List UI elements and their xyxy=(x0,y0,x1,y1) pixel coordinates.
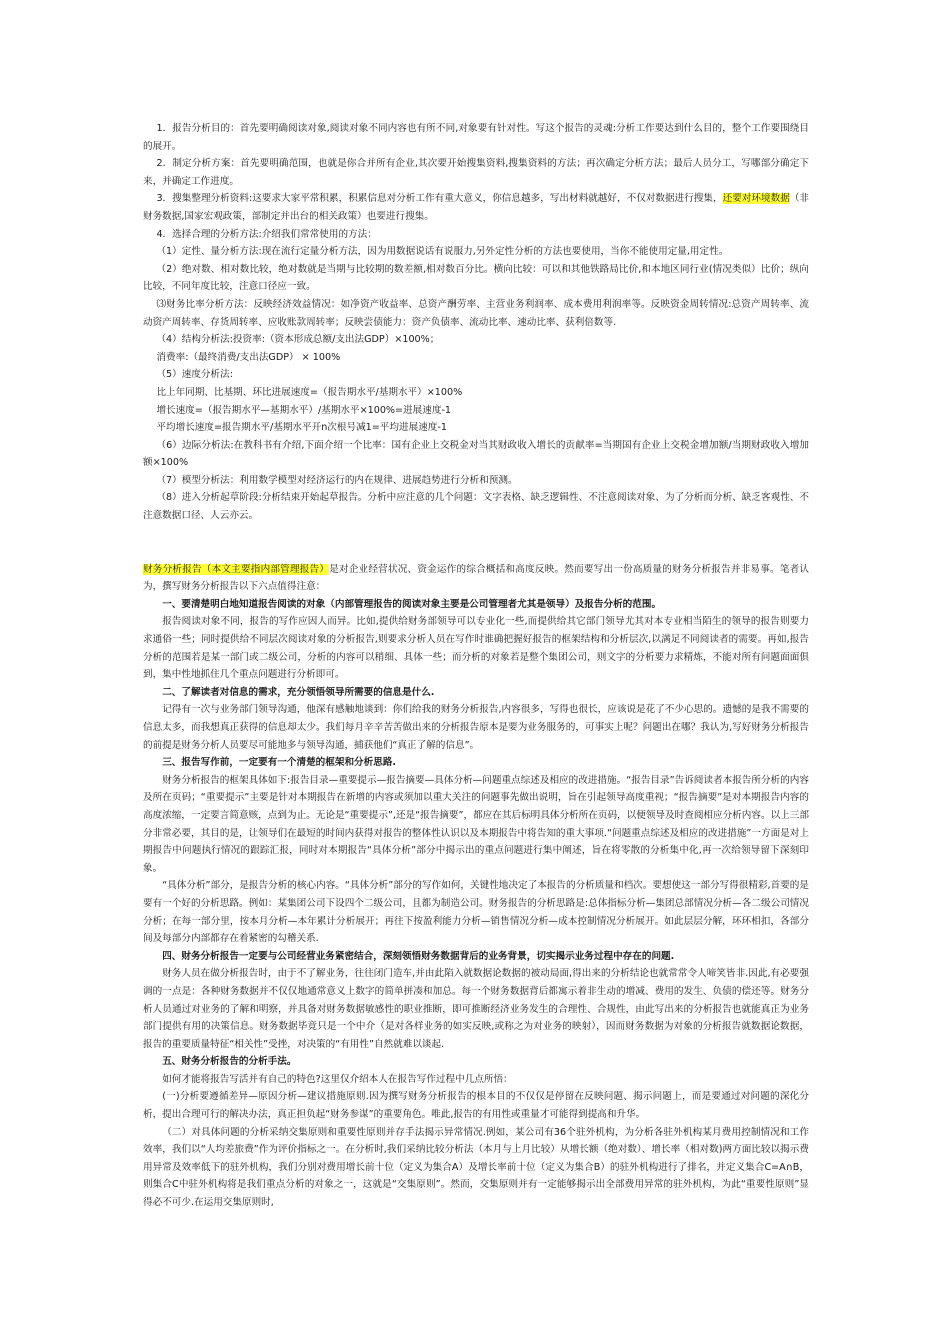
method-7: （7）模型分析法：利用数学模型对经济运行的内在规律、进展趋势进行分析和预测。 xyxy=(156,474,518,486)
section-5-point-1: (一)分析要遵循差异—原因分析—建议措施原则.因为撰写财务分析报告的根本目的不仅仅是停留在反映问题、揭示问题上，而是要通过对问题的深化分析，提出合理可行的解决办法，真正担负起“财务参谋”的重要角色。唯此,报告的有用性或重量才可能得到提高和升华。 xyxy=(143,1091,809,1121)
method-5: （5）速度分析法: xyxy=(156,369,233,381)
heading-4: 四、财务分析报告一定要与公司经营业务紧密结合，深刻领悟财务数据背后的业务背景，切实揭示业务过程中存在的问题. xyxy=(162,950,675,962)
heading-3: 三、报告写作前，一定要有一个清楚的框架和分析思路. xyxy=(162,757,397,769)
highlighted-title: 财务分析报告（本文主要指内部管理报告） xyxy=(143,563,330,575)
intro-paragraph: 财务分析报告（本文主要指内部管理报告）是对企业经营状况、资金运作的综合概括和高度反映。然而要写出一份高质量的财务分析报告并非易事。笔者认为，撰写财务分析报告以下六点值得注意： xyxy=(143,563,810,593)
method-4: （4）结构分析法:投资率:（资本形成总额/支出法GDP）×100%； xyxy=(156,334,440,346)
heading-5: 五、财务分析报告的分析手法。 xyxy=(162,1056,297,1068)
formula-consumption: 消费率:（最终消费/支出法GDP） × 100% xyxy=(156,351,341,363)
method-8: （8）进入分析起草阶段:分析结束开始起草报告。分析中应注意的几个问题：文字表格、缺乏逻辑性、不注意阅读对象、为了分析而分析、缺乏客观性、不注意数据口径、人云亦云。 xyxy=(143,492,809,522)
method-6: （6）边际分析法:在教科书有介绍,下面介绍一个比率：国有企业上交税金对当其财政收入增长的贡献率=当期国有企业上交税金增加额/当期财政收入增加额×100% xyxy=(143,439,809,469)
method-2: （2）绝对数、相对数比较，绝对数就是当期与比较期的数差额,相对数百分比。横向比较：可以和其他铁路局比价,和本地区同行业(情况类似）比价；纵向比较，不同年度比较，注意口径应一致。 xyxy=(143,263,809,293)
section-5-intro: 如何才能将报告写活并有自己的特色?这里仅介绍本人在报告写作过程中几点所悟： xyxy=(162,1073,513,1085)
heading-1: 一、要清楚明白地知道报告阅读的对象（内部管理报告的阅读对象主要是公司管理者尤其是领导）及报告分析的范围。 xyxy=(162,598,662,610)
formula-avg-growth: 平均增长速度=报告期水平/基期水平开n次根号减1=平均进展速度-1 xyxy=(156,422,447,434)
document-page xyxy=(143,120,809,1212)
paragraph-4: 4．选择合理的分析方法:介绍我们常常使用的方法： xyxy=(156,228,377,240)
section-1-body: 报告阅读对象不同，报告的写作应因人而异。比如,提供给财务部领导可以专业化一些,而提供给其它部门领导尤其对本专业相当陌生的领导的报告则要力求通俗一些；同时提供给不同层次阅读对象的分析报告,则要求分析人员在写作时谁确把握好报告的框架结构和分析层次,以满足不同阅读者的需要。再如,报告分析的范围若是某一部门或二级公司，分析的内容可以稍细、具体一些；而分析的对象若是整个集团公司，则文字的分析要力求精炼，不能对所有问题面面俱到，集中性地抓住几个重点问题进行分析即可。 xyxy=(143,616,809,681)
paragraph-3: 3．搜集整理分析资料:这要求大家平常积累，积累信息对分析工作有重大意义，你信息越多，写出材料就越好，不仅对数据进行搜集，还要对环境数据（非财务数据,国家宏观政策，部制定并出台的相关政策）也要进行搜集。 xyxy=(143,193,810,222)
heading-2: 二、了解读者对信息的需求，充分领悟领导所需要的信息是什么. xyxy=(162,686,435,698)
section-5-point-2: （二）对具体问题的分析采纳交集原则和重要性原则并存手法揭示异常情况.例如，某公司有36个驻外机构，为分析各驻外机构某月费用控制情况和工作效率，我们以“人均差旅费”作为评价指标之一。在分析时,我们采纳比较分析法（本月与上月比较）从增长额（绝对数）、增长率（相对数)两方面比较以揭示费用异常及效率低下的驻外机构，我们分别对费用增长前十位（定义为集合A）及增长率前十位（定义为集合B）的驻外机构进行了排名，并定义集合C=A∩B，则集合C中驻外机构将是我们重点分析的对象之一，这就是“交集原则”。然而，交集原则并有一定能够揭示出全部费用异常的驻外机构，为此“重要性原则”显得必不可少.在运用交集原则时, xyxy=(143,1126,809,1209)
formula-speed: 比上年同期、比基期、环比进展速度=（报告期水平/基期水平）×100% xyxy=(156,386,463,398)
section-3-body-a: 财务分析报告的框架具体如下:报告目录—重要提示—报告摘要—具体分析—问题重点综述及相应的改进措施。“报告目录”告诉阅读者本报告所分析的内容及所在页码；“重要提示”主要是针对本期报告在新增的内容或须加以重大关注的问题事先做出说明，旨在引起领导高度重视；“报告摘要”是对本期报告内容的高度浓缩，一定要言简意赅，点到为止。无论是“重要提示”,还是“报告摘要”，都应在其后标明具体分析所在页码，以便领导及时查阅相应分析内容。以上三部分非常必要，其目的是，让领导们在最短的时间内获得对报告的整体性认识以及本期报告中将告知的重大事项.“问题重点综述及相应的改进措施”一方面是对上期报告中问题执行情况的跟踪汇报，同时对本期报告“具体分析”部分中揭示出的重点问题进行集中阐述，旨在将零散的分析集中化,再一次给领导留下深刻印象。 xyxy=(143,774,809,874)
method-1: （1）定性、量分析方法:现在流行定量分析方法，因为用数据说话有说服力,另外定性分析的方法也要使用，当你不能使用定量,用定性。 xyxy=(156,246,729,258)
formula-growth: 增长速度=（报告期水平—基期水平）/基期水平×100%=进展速度-1 xyxy=(156,404,452,416)
highlighted-text: 还要对环境数据 xyxy=(722,193,790,205)
method-3: ⑶财务比率分析方法：反映经济效益情况：如净资产收益率、总资产酬劳率、主营业务利润率、成本费用利润率等。反映资金周转情况:总资产周转率、流动资产周转率、存货周转率、应收账款周转率；反映尝债能力：资产负债率、流动比率、速动比率、获利倍数等. xyxy=(143,298,809,328)
section-4-body: 财务人员在做分析报告时，由于不了解业务，往往闭门造车,并由此陷入就数据论数据的被动局面,得出来的分析结论也就常常令人啼笑皆非.因此,有必要强调的一点是：各种财务数据并不仅仅地通常意义上数字的简单拼凑和加总。每一个财务数据背后都寓示着非生动的增减、费用的发生、负债的偿还等。财务分析人员通过对业务的了解和明察，并具备对财务数据敏感性的职业推断，即可推断经济业务发生的合理性、合规性，由此写出来的分析报告也就能真正为业务部门提供有用的决策信息。财务数据毕竟只是一个中介（是对各样业务的如实反映,或称之为对业务的映射），因而财务数据为对象的分析报告就数据论数据，报告的重要质量特征“相关性”受挫，对决策的“有用性”自然就难以谈起. xyxy=(143,968,809,1050)
section-2-body: 记得有一次与业务部门领导沟通，他深有感触地谈到：你们给我的财务分析报告,内容很多，写得也很长，应该说是花了不少心思的。遗憾的是我不需要的信息太多，而我想真正获得的信息却太少。我们每月辛辛苦苦做出来的分析报告原本是要为业务服务的，可事实上呢？问题出在哪？我认为,写好财务分析报告的前提是财务分析人员要尽可能地多与领导沟通，捕获他们“真正了解的信息”。 xyxy=(143,704,809,751)
paragraph-2: 2．制定分析方案：首先要明确范围，也就是你合并所有企业,其次要开始搜集资料,搜集资料的方法；再次确定分析方法；最后人员分工，写哪部分确定下来，并确定工作进度。 xyxy=(143,158,809,187)
section-3-body-b: “具体分析”部分，是报告分析的核心内容。“具体分析”部分的写作如何，关键性地决定了本报告的分析质量和档次。要想使这一部分写得很精彩,首要的是要有一个好的分析思路。例如：某集团公司下设四个二级公司，且都为制造公司。财务报告的分析思路是:总体指标分析—集团总部情况分析—各二级公司情况分析；在每一部分里，按本月分析—本年累计分析展开；再往下按盈利能力分析—销售情况分析—成本控制情况分析展开。如此层层分解，环环相扣，各部分间及每部分内部都存在着紧密的勾稽关系. xyxy=(143,880,809,945)
paragraph-1: 1．报告分析目的：首先要明确阅读对象,阅读对象不同内容也有所不同,对象要有针对性。写这个报告的灵魂:分析工作要达到什么目的，整个工作要围绕目的展开。 xyxy=(143,123,809,152)
